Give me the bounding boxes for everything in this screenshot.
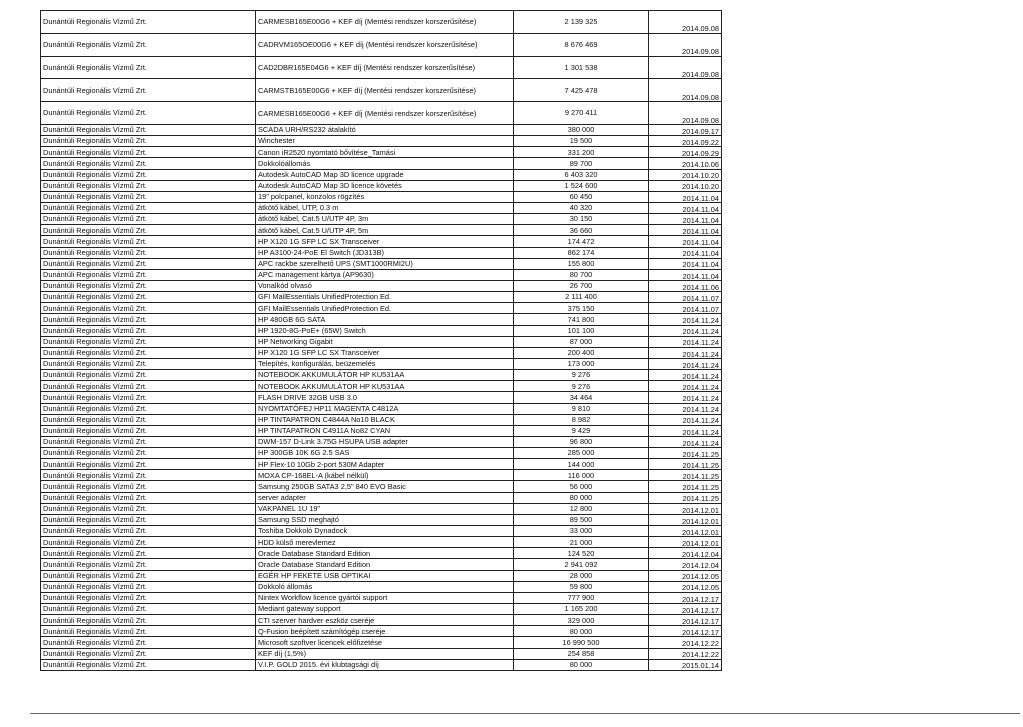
company-cell: Dunántúli Regionális Vízmű Zrt. [41,314,256,325]
amount-cell: 21 000 [514,537,649,548]
table-row [41,202,722,213]
company-cell: Dunántúli Regionális Vízmű Zrt. [41,604,256,615]
description-cell: MOXA CP-168EL-A (kábel nélkül) [256,470,514,481]
description-cell: V.I.P. GOLD 2015. évi klubtagsági díj [256,659,514,670]
amount-cell: 331 200 [514,147,649,158]
company-cell: Dunántúli Regionális Vízmű Zrt. [41,381,256,392]
amount-cell: 60 450 [514,191,649,202]
company-cell: Dunántúli Regionális Vízmű Zrt. [41,370,256,381]
description-cell: Oracle Database Standard Edition [256,559,514,570]
date-cell: 2014.10.20 [649,180,722,191]
description-cell: VAKPANEL 1U 19" [256,503,514,514]
table-row [41,303,722,314]
description-cell: CARMSTB165E00G6 + KEF díj (Mentési rendszer korszerűsítése) [256,79,514,102]
amount-cell: 80 000 [514,659,649,670]
date-cell: 2014.09.29 [649,147,722,158]
description-cell: HP 480GB 6G SATA [256,314,514,325]
date-cell: 2014.12.22 [649,637,722,648]
table-row [41,604,722,615]
amount-cell: 89 500 [514,514,649,525]
table-row [41,136,722,147]
company-cell: Dunántúli Regionális Vízmű Zrt. [41,191,256,202]
description-cell: CTI szerver hardver eszköz cseréje [256,615,514,626]
description-cell: HP X120 1G SFP LC SX Transceiver [256,347,514,358]
description-cell: Vonalkód olvasó [256,280,514,291]
description-cell: 19" polcpanel, konzolos rögzítés [256,191,514,202]
amount-cell: 8 676 469 [514,33,649,56]
date-cell: 2014.11.24 [649,403,722,414]
page-bottom-rule [30,713,1020,714]
table-row [41,225,722,236]
description-cell: GFI MailEssentials UnifiedProtection Ed. [256,303,514,314]
description-cell: APC rackbe szerelhető UPS (SMT1000RMI2U) [256,258,514,269]
description-cell: Autodesk AutoCAD Map 3D licence követés [256,180,514,191]
date-cell: 2014.09.08 [649,56,722,79]
date-cell: 2014.11.04 [649,191,722,202]
date-cell: 2014.11.04 [649,236,722,247]
table-row [41,492,722,503]
company-cell: Dunántúli Regionális Vízmű Zrt. [41,79,256,102]
table-row [41,292,722,303]
amount-cell: 155 800 [514,258,649,269]
date-cell: 2014.09.17 [649,124,722,135]
table-row [41,347,722,358]
company-cell: Dunántúli Regionális Vízmű Zrt. [41,425,256,436]
company-cell: Dunántúli Regionális Vízmű Zrt. [41,648,256,659]
table-row [41,169,722,180]
amount-cell: 254 858 [514,648,649,659]
table-row [41,147,722,158]
table-row [41,191,722,202]
company-cell: Dunántúli Regionális Vízmű Zrt. [41,537,256,548]
amount-cell: 36 660 [514,225,649,236]
date-cell: 2014.11.25 [649,459,722,470]
date-cell: 2014.12.05 [649,581,722,592]
table-row [41,392,722,403]
amount-cell: 12 800 [514,503,649,514]
date-cell: 2014.11.07 [649,303,722,314]
table-row [41,247,722,258]
table-row [41,570,722,581]
description-cell: HP Flex-10 10Gb 2-port 530M Adapter [256,459,514,470]
description-cell: server adapter [256,492,514,503]
description-cell: HP 1920-8G-PoE+ (65W) Switch [256,325,514,336]
company-cell: Dunántúli Regionális Vízmű Zrt. [41,202,256,213]
amount-cell: 2 111 400 [514,292,649,303]
table-row [41,180,722,191]
table-row [41,414,722,425]
date-cell: 2014.12.01 [649,526,722,537]
amount-cell: 2 139 325 [514,11,649,34]
description-cell: Microsoft szoftver licencek előfizetése [256,637,514,648]
table-row [41,314,722,325]
amount-cell: 173 000 [514,358,649,369]
amount-cell: 9 810 [514,403,649,414]
description-cell: Dokkolóállomás [256,158,514,169]
date-cell: 2014.11.04 [649,214,722,225]
description-cell: Winchester [256,136,514,147]
table-row [41,470,722,481]
amount-cell: 200 400 [514,347,649,358]
company-cell: Dunántúli Regionális Vízmű Zrt. [41,292,256,303]
table-row [41,659,722,670]
company-cell: Dunántúli Regionális Vízmű Zrt. [41,347,256,358]
table-row [41,280,722,291]
date-cell: 2015.01.14 [649,659,722,670]
company-cell: Dunántúli Regionális Vízmű Zrt. [41,169,256,180]
date-cell: 2014.11.25 [649,470,722,481]
date-cell: 2014.09.08 [649,11,722,34]
date-cell: 2014.12.17 [649,604,722,615]
amount-cell: 174 472 [514,236,649,247]
company-cell: Dunántúli Regionális Vízmű Zrt. [41,526,256,537]
description-cell: Mediant gateway support [256,604,514,615]
description-cell: NYOMTATÓFEJ HP11 MAGENTA C4812A [256,403,514,414]
company-cell: Dunántúli Regionális Vízmű Zrt. [41,581,256,592]
amount-cell: 1 301 538 [514,56,649,79]
table-row [41,537,722,548]
table-row [41,503,722,514]
amount-cell: 40 320 [514,202,649,213]
description-cell: SCADA URH/RS232 átalakító [256,124,514,135]
description-cell: Samsung 250GB SATA3 2,5" 840 EVO Basic [256,481,514,492]
date-cell: 2014.12.17 [649,592,722,603]
description-cell: Toshiba Dokkoló Dynadock [256,526,514,537]
date-cell: 2014.11.24 [649,425,722,436]
description-cell: Q-Fusion beépített számítógép cseréje [256,626,514,637]
company-cell: Dunántúli Regionális Vízmű Zrt. [41,358,256,369]
company-cell: Dunántúli Regionális Vízmű Zrt. [41,459,256,470]
table-row [41,33,722,56]
amount-cell: 59 800 [514,581,649,592]
date-cell: 2014.11.06 [649,280,722,291]
date-cell: 2014.12.01 [649,537,722,548]
amount-cell: 2 941 092 [514,559,649,570]
amount-cell: 80 700 [514,269,649,280]
description-cell: HP X120 1G SFP LC SX Transceiver [256,236,514,247]
amount-cell: 9 270 411 [514,102,649,125]
amount-cell: 6 403 320 [514,169,649,180]
amount-cell: 9 276 [514,381,649,392]
amount-cell: 33 000 [514,526,649,537]
company-cell: Dunántúli Regionális Vízmű Zrt. [41,548,256,559]
company-cell: Dunántúli Regionális Vízmű Zrt. [41,336,256,347]
date-cell: 2014.11.25 [649,492,722,503]
amount-cell: 101 100 [514,325,649,336]
table-row [41,56,722,79]
date-cell: 2014.09.22 [649,136,722,147]
table-row [41,158,722,169]
amount-cell: 19 500 [514,136,649,147]
date-cell: 2014.11.25 [649,481,722,492]
table-row [41,11,722,34]
description-cell: Nintex Workflow licence gyártói support [256,592,514,603]
amount-cell: 741 800 [514,314,649,325]
company-cell: Dunántúli Regionális Vízmű Zrt. [41,436,256,447]
table-row [41,459,722,470]
table-row [41,358,722,369]
company-cell: Dunántúli Regionális Vízmű Zrt. [41,11,256,34]
table-row [41,79,722,102]
company-cell: Dunántúli Regionális Vízmű Zrt. [41,559,256,570]
company-cell: Dunántúli Regionális Vízmű Zrt. [41,180,256,191]
date-cell: 2014.11.24 [649,347,722,358]
company-cell: Dunántúli Regionális Vízmű Zrt. [41,470,256,481]
description-cell: Samsung SSD meghajtó [256,514,514,525]
table-row [41,325,722,336]
amount-cell: 34 464 [514,392,649,403]
date-cell: 2014.12.01 [649,503,722,514]
date-cell: 2014.12.05 [649,570,722,581]
description-cell: átkötő kábel, UTP, 0.3 m [256,202,514,213]
company-cell: Dunántúli Regionális Vízmű Zrt. [41,514,256,525]
date-cell: 2014.10.20 [649,169,722,180]
description-cell: GFI MailEssentials UnifiedProtection Ed. [256,292,514,303]
description-cell: HP 300GB 10K 6G 2.5 SAS [256,448,514,459]
amount-cell: 80 000 [514,626,649,637]
table-row [41,102,722,125]
table-row [41,648,722,659]
date-cell: 2014.11.04 [649,258,722,269]
amount-cell: 9 429 [514,425,649,436]
company-cell: Dunántúli Regionális Vízmű Zrt. [41,626,256,637]
date-cell: 2014.12.04 [649,548,722,559]
date-cell: 2014.11.24 [649,381,722,392]
company-cell: Dunántúli Regionális Vízmű Zrt. [41,403,256,414]
company-cell: Dunántúli Regionális Vízmű Zrt. [41,414,256,425]
company-cell: Dunántúli Regionális Vízmű Zrt. [41,247,256,258]
table-row [41,258,722,269]
description-cell: Dokkoló állomás [256,581,514,592]
amount-cell: 80 000 [514,492,649,503]
description-cell: HP Networking Gigabit [256,336,514,347]
description-cell: HP TINTAPATRON C4844A No10 BLACK [256,414,514,425]
description-cell: HP A3100-24-PoE El Switch (JD313B) [256,247,514,258]
company-cell: Dunántúli Regionális Vízmű Zrt. [41,481,256,492]
company-cell: Dunántúli Regionális Vízmű Zrt. [41,392,256,403]
amount-cell: 777 900 [514,592,649,603]
table-row [41,403,722,414]
date-cell: 2014.11.24 [649,325,722,336]
company-cell: Dunántúli Regionális Vízmű Zrt. [41,124,256,135]
company-cell: Dunántúli Regionális Vízmű Zrt. [41,56,256,79]
table-row [41,124,722,135]
company-cell: Dunántúli Regionális Vízmű Zrt. [41,303,256,314]
date-cell: 2014.12.22 [649,648,722,659]
description-cell: NOTEBOOK AKKUMULÁTOR HP KU531AA [256,370,514,381]
amount-cell: 329 000 [514,615,649,626]
company-cell: Dunántúli Regionális Vízmű Zrt. [41,147,256,158]
date-cell: 2014.09.08 [649,33,722,56]
date-cell: 2014.11.24 [649,358,722,369]
table-row [41,581,722,592]
date-cell: 2014.12.04 [649,559,722,570]
description-cell: HDD külső merevlemez [256,537,514,548]
table-row [41,236,722,247]
amount-cell: 1 524 600 [514,180,649,191]
date-cell: 2014.11.24 [649,414,722,425]
date-cell: 2014.11.24 [649,436,722,447]
date-cell: 2014.11.04 [649,247,722,258]
description-cell: EGÉR HP FEKETE USB OPTIKAI [256,570,514,581]
amount-cell: 862 174 [514,247,649,258]
company-cell: Dunántúli Regionális Vízmű Zrt. [41,492,256,503]
date-cell: 2014.11.24 [649,392,722,403]
contracts-table-body [41,11,722,671]
date-cell: 2014.10.06 [649,158,722,169]
amount-cell: 28 000 [514,570,649,581]
description-cell: átkötő kábel, Cat.5 U/UTP 4P, 5m [256,225,514,236]
company-cell: Dunántúli Regionális Vízmű Zrt. [41,269,256,280]
company-cell: Dunántúli Regionális Vízmű Zrt. [41,615,256,626]
amount-cell: 375 150 [514,303,649,314]
description-cell: CARMESB165E00G6 + KEF díj (Mentési rendszer korszerűsítése) [256,102,514,125]
table-row [41,425,722,436]
date-cell: 2014.11.24 [649,370,722,381]
company-cell: Dunántúli Regionális Vízmű Zrt. [41,570,256,581]
company-cell: Dunántúli Regionális Vízmű Zrt. [41,258,256,269]
company-cell: Dunántúli Regionális Vízmű Zrt. [41,325,256,336]
company-cell: Dunántúli Regionális Vízmű Zrt. [41,592,256,603]
table-row [41,615,722,626]
description-cell: Telepítés, konfigurálás, beüzemelés [256,358,514,369]
date-cell: 2014.09.08 [649,79,722,102]
company-cell: Dunántúli Regionális Vízmű Zrt. [41,225,256,236]
company-cell: Dunántúli Regionális Vízmű Zrt. [41,214,256,225]
table-row [41,381,722,392]
amount-cell: 96 800 [514,436,649,447]
date-cell: 2014.12.17 [649,626,722,637]
description-cell: CAD2DBR165E04G6 + KEF díj (Mentési rendszer korszerűsítése) [256,56,514,79]
table-row [41,370,722,381]
amount-cell: 16 990 500 [514,637,649,648]
amount-cell: 56 000 [514,481,649,492]
amount-cell: 89 700 [514,158,649,169]
company-cell: Dunántúli Regionális Vízmű Zrt. [41,102,256,125]
company-cell: Dunántúli Regionális Vízmű Zrt. [41,659,256,670]
table-row [41,514,722,525]
date-cell: 2014.11.04 [649,225,722,236]
amount-cell: 285 000 [514,448,649,459]
date-cell: 2014.11.04 [649,202,722,213]
description-cell: APC management kártya (AP9630) [256,269,514,280]
table-row [41,336,722,347]
company-cell: Dunántúli Regionális Vízmű Zrt. [41,637,256,648]
table-row [41,637,722,648]
amount-cell: 8 982 [514,414,649,425]
amount-cell: 30 150 [514,214,649,225]
amount-cell: 116 000 [514,470,649,481]
description-cell: átkötő kábel, Cat.5 U/UTP 4P, 3m [256,214,514,225]
amount-cell: 380 000 [514,124,649,135]
table-row [41,592,722,603]
company-cell: Dunántúli Regionális Vízmű Zrt. [41,236,256,247]
table-row [41,269,722,280]
amount-cell: 9 276 [514,370,649,381]
description-cell: DWM-157 D-Link 3.75G HSUPA USB adapter [256,436,514,447]
table-row [41,548,722,559]
contracts-table [40,10,722,671]
description-cell: KEF díj (1,5%) [256,648,514,659]
date-cell: 2014.12.17 [649,615,722,626]
date-cell: 2014.11.07 [649,292,722,303]
company-cell: Dunántúli Regionális Vízmű Zrt. [41,33,256,56]
table-row [41,626,722,637]
table-row [41,448,722,459]
table-row [41,526,722,537]
date-cell: 2014.11.24 [649,336,722,347]
date-cell: 2014.09.08 [649,102,722,125]
date-cell: 2014.11.04 [649,269,722,280]
description-cell: CARMESB165E00G6 + KEF díj (Mentési rendszer korszerűsítése) [256,11,514,34]
description-cell: Oracle Database Standard Edition [256,548,514,559]
description-cell: HP TINTAPATRON C4911A No82 CYAN [256,425,514,436]
table-row [41,559,722,570]
amount-cell: 87 000 [514,336,649,347]
date-cell: 2014.12.01 [649,514,722,525]
description-cell: NOTEBOOK AKKUMULÁTOR HP KU531AA [256,381,514,392]
company-cell: Dunántúli Regionális Vízmű Zrt. [41,136,256,147]
company-cell: Dunántúli Regionális Vízmű Zrt. [41,503,256,514]
company-cell: Dunántúli Regionális Vízmű Zrt. [41,280,256,291]
description-cell: Autodesk AutoCAD Map 3D licence upgrade [256,169,514,180]
description-cell: FLASH DRIVE 32GB USB 3.0 [256,392,514,403]
date-cell: 2014.11.24 [649,314,722,325]
description-cell: Canon iR2520 nyomtató bővítése_Tamási [256,147,514,158]
amount-cell: 7 425 478 [514,79,649,102]
amount-cell: 124 520 [514,548,649,559]
table-row [41,214,722,225]
company-cell: Dunántúli Regionális Vízmű Zrt. [41,448,256,459]
company-cell: Dunántúli Regionális Vízmű Zrt. [41,158,256,169]
amount-cell: 144 000 [514,459,649,470]
table-row [41,436,722,447]
amount-cell: 26 700 [514,280,649,291]
date-cell: 2014.11.25 [649,448,722,459]
amount-cell: 1 165 200 [514,604,649,615]
table-row [41,481,722,492]
description-cell: CADRVM165OE00G6 + KEF díj (Mentési rendszer korszerűsítése) [256,33,514,56]
